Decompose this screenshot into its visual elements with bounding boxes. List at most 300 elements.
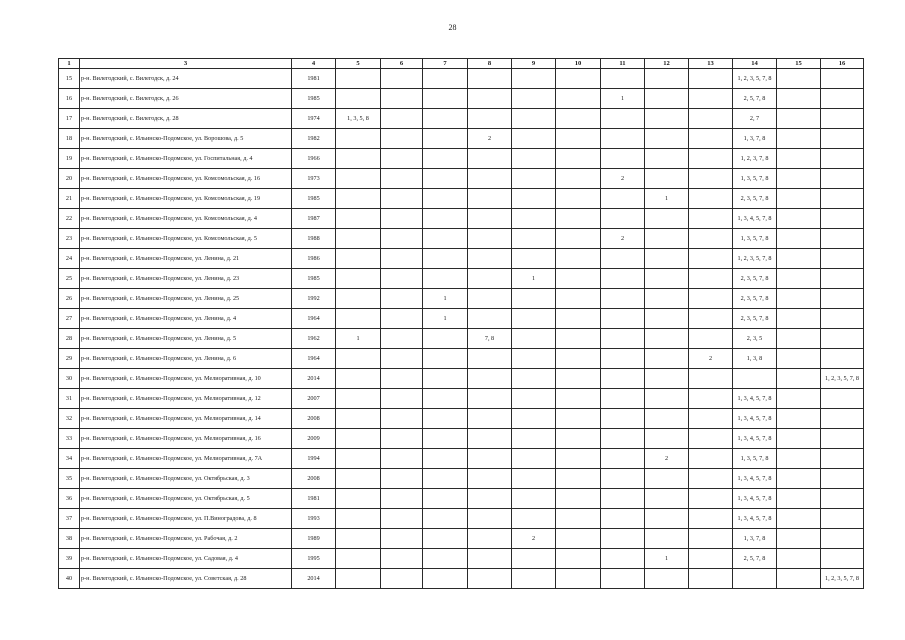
- col-13-cell: [689, 189, 733, 209]
- col-11-cell: [601, 129, 645, 149]
- table-row: [59, 389, 864, 409]
- address-cell: р-н. Вилегодский, с. Ильинско-Подомское, ул. Комсомольская, д. 19: [80, 189, 292, 209]
- col-14-cell: 1, 2, 3, 5, 7, 8: [733, 69, 777, 89]
- address-cell: р-н. Вилегодский, с. Ильинско-Подомское, ул. Комсомольская, д. 16: [80, 169, 292, 189]
- table-row: [59, 189, 864, 209]
- table-body: [59, 69, 864, 589]
- col-11-cell: [601, 509, 645, 529]
- col-9-cell: 2: [512, 529, 556, 549]
- col-14-cell: 1, 2, 3, 5, 7, 8: [733, 249, 777, 269]
- year-cell: 1981: [292, 489, 336, 509]
- address-cell: р-н. Вилегодский, с. Ильинско-Подомское, ул. Октябрьская, д. 5: [80, 489, 292, 509]
- col-14-cell: [733, 369, 777, 389]
- table-row: [59, 409, 864, 429]
- col-10-cell: [556, 529, 601, 549]
- col-12-cell: 1: [645, 189, 689, 209]
- col-14-cell: 1, 3, 8: [733, 349, 777, 369]
- col-9-cell: [512, 309, 556, 329]
- table-row: [59, 449, 864, 469]
- col-15-cell: [777, 429, 821, 449]
- col-16-cell: [821, 269, 864, 289]
- column-header: 15: [777, 59, 821, 69]
- col-9-cell: [512, 329, 556, 349]
- col-6-cell: [381, 69, 423, 89]
- column-header: 10: [556, 59, 601, 69]
- table-row: [59, 469, 864, 489]
- col-7-cell: [423, 149, 468, 169]
- col-8-cell: [468, 409, 512, 429]
- col-12-cell: [645, 269, 689, 289]
- address-cell: р-н. Вилегодский, с. Ильинско-Подомское, ул. Ленина, д. 4: [80, 309, 292, 329]
- row-number-cell: 31: [59, 389, 80, 409]
- col-14-cell: 1, 3, 4, 5, 7, 8: [733, 509, 777, 529]
- col-8-cell: [468, 249, 512, 269]
- col-15-cell: [777, 69, 821, 89]
- year-cell: 2007: [292, 389, 336, 409]
- year-cell: 1993: [292, 509, 336, 529]
- row-number-cell: 36: [59, 489, 80, 509]
- col-13-cell: [689, 249, 733, 269]
- address-cell: р-н. Вилегодский, с. Ильинско-Подомское, ул. Октябрьская, д. 3: [80, 469, 292, 489]
- col-9-cell: [512, 229, 556, 249]
- column-header: 14: [733, 59, 777, 69]
- col-10-cell: [556, 169, 601, 189]
- col-12-cell: [645, 169, 689, 189]
- col-16-cell: [821, 509, 864, 529]
- col-14-cell: 1, 3, 4, 5, 7, 8: [733, 389, 777, 409]
- address-cell: р-н. Вилегодский, с. Ильинско-Подомское, ул. Мелиоративная, д. 7А: [80, 449, 292, 469]
- col-13-cell: [689, 329, 733, 349]
- table-row: [59, 369, 864, 389]
- col-6-cell: [381, 149, 423, 169]
- row-number-cell: 37: [59, 509, 80, 529]
- col-11-cell: [601, 349, 645, 369]
- year-cell: 1974: [292, 109, 336, 129]
- col-7-cell: [423, 449, 468, 469]
- year-cell: 1994: [292, 449, 336, 469]
- col-9-cell: [512, 249, 556, 269]
- col-10-cell: [556, 309, 601, 329]
- col-8-cell: [468, 349, 512, 369]
- col-6-cell: [381, 389, 423, 409]
- col-14-cell: 1, 3, 4, 5, 7, 8: [733, 469, 777, 489]
- col-14-cell: 2, 5, 7, 8: [733, 89, 777, 109]
- col-11-cell: [601, 549, 645, 569]
- col-12-cell: [645, 569, 689, 589]
- address-cell: р-н. Вилегодский, с. Ильинско-Подомское, ул. Ленина, д. 23: [80, 269, 292, 289]
- table-row: [59, 69, 864, 89]
- col-5-cell: [336, 449, 381, 469]
- col-8-cell: [468, 269, 512, 289]
- address-cell: р-н. Вилегодский, с. Ильинско-Подомское, ул. Госпитальная, д. 4: [80, 149, 292, 169]
- year-cell: 1986: [292, 249, 336, 269]
- row-number-cell: 20: [59, 169, 80, 189]
- col-6-cell: [381, 549, 423, 569]
- col-12-cell: [645, 309, 689, 329]
- col-6-cell: [381, 129, 423, 149]
- col-15-cell: [777, 409, 821, 429]
- col-9-cell: [512, 289, 556, 309]
- col-15-cell: [777, 89, 821, 109]
- col-10-cell: [556, 389, 601, 409]
- col-16-cell: [821, 229, 864, 249]
- col-10-cell: [556, 449, 601, 469]
- col-13-cell: [689, 469, 733, 489]
- col-8-cell: [468, 289, 512, 309]
- col-7-cell: [423, 509, 468, 529]
- col-11-cell: 1: [601, 89, 645, 109]
- col-14-cell: 1, 3, 4, 5, 7, 8: [733, 429, 777, 449]
- year-cell: 1989: [292, 529, 336, 549]
- col-9-cell: [512, 429, 556, 449]
- address-cell: р-н. Вилегодский, с. Ильинско-Подомское, ул. Ленина, д. 25: [80, 289, 292, 309]
- address-cell: р-н. Вилегодский, с. Вилегодск, д. 24: [80, 69, 292, 89]
- row-number-cell: 26: [59, 289, 80, 309]
- table-row: [59, 329, 864, 349]
- address-cell: р-н. Вилегодский, с. Ильинско-Подомское, ул. Рабочая, д. 2: [80, 529, 292, 549]
- col-14-cell: 2, 3, 5, 7, 8: [733, 189, 777, 209]
- row-number-cell: 22: [59, 209, 80, 229]
- table-row: [59, 89, 864, 109]
- col-8-cell: [468, 309, 512, 329]
- column-header: 9: [512, 59, 556, 69]
- col-6-cell: [381, 289, 423, 309]
- year-cell: 1985: [292, 269, 336, 289]
- col-10-cell: [556, 569, 601, 589]
- table-row: [59, 109, 864, 129]
- row-number-cell: 25: [59, 269, 80, 289]
- col-5-cell: [336, 169, 381, 189]
- col-5-cell: [336, 269, 381, 289]
- col-9-cell: [512, 369, 556, 389]
- col-15-cell: [777, 309, 821, 329]
- col-11-cell: [601, 189, 645, 209]
- col-15-cell: [777, 469, 821, 489]
- col-14-cell: 1, 3, 4, 5, 7, 8: [733, 409, 777, 429]
- col-6-cell: [381, 329, 423, 349]
- col-7-cell: [423, 349, 468, 369]
- col-10-cell: [556, 149, 601, 169]
- column-header: 5: [336, 59, 381, 69]
- col-15-cell: [777, 389, 821, 409]
- col-8-cell: [468, 109, 512, 129]
- address-cell: р-н. Вилегодский, с. Ильинско-Подомское, ул. Ворошова, д. 5: [80, 129, 292, 149]
- col-7-cell: [423, 429, 468, 449]
- table-row: [59, 429, 864, 449]
- col-14-cell: 1, 3, 5, 7, 8: [733, 229, 777, 249]
- col-6-cell: [381, 209, 423, 229]
- col-14-cell: 2, 3, 5: [733, 329, 777, 349]
- col-11-cell: [601, 489, 645, 509]
- col-14-cell: 2, 3, 5, 7, 8: [733, 269, 777, 289]
- year-cell: 1962: [292, 329, 336, 349]
- table-row: [59, 549, 864, 569]
- col-16-cell: [821, 329, 864, 349]
- col-14-cell: 1, 3, 5, 7, 8: [733, 449, 777, 469]
- col-11-cell: [601, 109, 645, 129]
- col-13-cell: [689, 169, 733, 189]
- col-6-cell: [381, 509, 423, 529]
- col-8-cell: 7, 8: [468, 329, 512, 349]
- col-9-cell: 1: [512, 269, 556, 289]
- table-row: [59, 289, 864, 309]
- col-13-cell: [689, 269, 733, 289]
- col-8-cell: [468, 209, 512, 229]
- table-row: [59, 149, 864, 169]
- col-9-cell: [512, 209, 556, 229]
- col-13-cell: [689, 529, 733, 549]
- col-12-cell: [645, 429, 689, 449]
- col-12-cell: [645, 349, 689, 369]
- col-6-cell: [381, 109, 423, 129]
- col-5-cell: 1, 3, 5, 8: [336, 109, 381, 129]
- address-cell: р-н. Вилегодский, с. Ильинско-Подомское, ул. П.Виноградова, д. 8: [80, 509, 292, 529]
- col-15-cell: [777, 189, 821, 209]
- col-10-cell: [556, 189, 601, 209]
- col-12-cell: [645, 249, 689, 269]
- year-cell: 1987: [292, 209, 336, 229]
- col-15-cell: [777, 349, 821, 369]
- col-16-cell: [821, 489, 864, 509]
- col-9-cell: [512, 169, 556, 189]
- col-10-cell: [556, 229, 601, 249]
- col-10-cell: [556, 69, 601, 89]
- col-8-cell: [468, 389, 512, 409]
- year-cell: 1964: [292, 349, 336, 369]
- year-cell: 2009: [292, 429, 336, 449]
- year-cell: 1985: [292, 189, 336, 209]
- address-cell: р-н. Вилегодский, с. Ильинско-Подомское, ул. Мелиоративная, д. 12: [80, 389, 292, 409]
- year-cell: 2008: [292, 409, 336, 429]
- col-16-cell: [821, 389, 864, 409]
- col-5-cell: [336, 469, 381, 489]
- col-7-cell: 1: [423, 289, 468, 309]
- col-8-cell: [468, 489, 512, 509]
- col-13-cell: [689, 69, 733, 89]
- col-11-cell: [601, 469, 645, 489]
- col-12-cell: [645, 329, 689, 349]
- col-11-cell: [601, 289, 645, 309]
- col-9-cell: [512, 89, 556, 109]
- col-10-cell: [556, 209, 601, 229]
- col-6-cell: [381, 189, 423, 209]
- col-16-cell: [821, 89, 864, 109]
- row-number-cell: 19: [59, 149, 80, 169]
- col-15-cell: [777, 489, 821, 509]
- col-11-cell: [601, 369, 645, 389]
- col-16-cell: 1, 2, 3, 5, 7, 8: [821, 569, 864, 589]
- col-6-cell: [381, 89, 423, 109]
- col-10-cell: [556, 369, 601, 389]
- col-11-cell: [601, 329, 645, 349]
- col-7-cell: [423, 489, 468, 509]
- row-number-cell: 28: [59, 329, 80, 349]
- col-16-cell: [821, 249, 864, 269]
- col-15-cell: [777, 329, 821, 349]
- col-9-cell: [512, 569, 556, 589]
- col-16-cell: [821, 549, 864, 569]
- col-16-cell: [821, 309, 864, 329]
- col-7-cell: [423, 229, 468, 249]
- col-9-cell: [512, 349, 556, 369]
- col-16-cell: 1, 2, 3, 5, 7, 8: [821, 369, 864, 389]
- col-8-cell: [468, 549, 512, 569]
- col-7-cell: [423, 209, 468, 229]
- col-6-cell: [381, 169, 423, 189]
- col-15-cell: [777, 449, 821, 469]
- row-number-cell: 30: [59, 369, 80, 389]
- col-6-cell: [381, 229, 423, 249]
- col-16-cell: [821, 69, 864, 89]
- col-10-cell: [556, 89, 601, 109]
- col-6-cell: [381, 429, 423, 449]
- col-11-cell: [601, 149, 645, 169]
- col-11-cell: [601, 309, 645, 329]
- col-12-cell: [645, 469, 689, 489]
- col-16-cell: [821, 129, 864, 149]
- col-11-cell: 2: [601, 169, 645, 189]
- col-7-cell: [423, 89, 468, 109]
- col-15-cell: [777, 289, 821, 309]
- col-12-cell: [645, 529, 689, 549]
- col-9-cell: [512, 189, 556, 209]
- col-13-cell: [689, 489, 733, 509]
- col-14-cell: 1, 3, 5, 7, 8: [733, 169, 777, 189]
- table-row: [59, 569, 864, 589]
- address-cell: р-н. Вилегодский, с. Ильинско-Подомское, ул. Мелиоративная, д. 10: [80, 369, 292, 389]
- col-10-cell: [556, 329, 601, 349]
- col-10-cell: [556, 509, 601, 529]
- col-13-cell: [689, 409, 733, 429]
- col-8-cell: [468, 429, 512, 449]
- col-12-cell: [645, 489, 689, 509]
- col-7-cell: [423, 529, 468, 549]
- col-8-cell: [468, 69, 512, 89]
- col-15-cell: [777, 169, 821, 189]
- col-10-cell: [556, 349, 601, 369]
- col-12-cell: [645, 389, 689, 409]
- column-header: 12: [645, 59, 689, 69]
- col-16-cell: [821, 449, 864, 469]
- col-8-cell: [468, 149, 512, 169]
- col-10-cell: [556, 429, 601, 449]
- table-header: [59, 59, 864, 69]
- address-cell: р-н. Вилегодский, с. Ильинско-Подомское, ул. Ленина, д. 6: [80, 349, 292, 369]
- col-14-cell: 1, 3, 7, 8: [733, 529, 777, 549]
- col-13-cell: [689, 449, 733, 469]
- table-row: [59, 509, 864, 529]
- col-5-cell: [336, 389, 381, 409]
- col-9-cell: [512, 489, 556, 509]
- col-9-cell: [512, 549, 556, 569]
- table-row: [59, 249, 864, 269]
- col-9-cell: [512, 509, 556, 529]
- col-5-cell: [336, 429, 381, 449]
- col-6-cell: [381, 409, 423, 429]
- col-15-cell: [777, 209, 821, 229]
- col-8-cell: [468, 569, 512, 589]
- col-13-cell: [689, 89, 733, 109]
- year-cell: 1964: [292, 309, 336, 329]
- col-14-cell: 1, 2, 3, 7, 8: [733, 149, 777, 169]
- col-14-cell: 2, 3, 5, 7, 8: [733, 289, 777, 309]
- col-15-cell: [777, 369, 821, 389]
- row-number-cell: 21: [59, 189, 80, 209]
- table-row: [59, 209, 864, 229]
- col-7-cell: 1: [423, 309, 468, 329]
- table-row: [59, 129, 864, 149]
- col-15-cell: [777, 249, 821, 269]
- col-12-cell: [645, 129, 689, 149]
- col-11-cell: [601, 409, 645, 429]
- row-number-cell: 27: [59, 309, 80, 329]
- col-13-cell: [689, 209, 733, 229]
- col-7-cell: [423, 169, 468, 189]
- col-5-cell: [336, 569, 381, 589]
- col-14-cell: 2, 5, 7, 8: [733, 549, 777, 569]
- col-5-cell: [336, 289, 381, 309]
- col-9-cell: [512, 109, 556, 129]
- row-number-cell: 23: [59, 229, 80, 249]
- col-11-cell: [601, 389, 645, 409]
- col-8-cell: [468, 469, 512, 489]
- table-row: [59, 489, 864, 509]
- address-cell: р-н. Вилегодский, с. Ильинско-Подомское, ул. Комсомольская, д. 5: [80, 229, 292, 249]
- col-5-cell: [336, 509, 381, 529]
- col-8-cell: [468, 369, 512, 389]
- col-12-cell: [645, 509, 689, 529]
- year-cell: 1992: [292, 289, 336, 309]
- row-number-cell: 15: [59, 69, 80, 89]
- col-11-cell: [601, 429, 645, 449]
- col-6-cell: [381, 449, 423, 469]
- col-12-cell: [645, 409, 689, 429]
- col-8-cell: [468, 529, 512, 549]
- year-cell: 2008: [292, 469, 336, 489]
- col-16-cell: [821, 149, 864, 169]
- col-7-cell: [423, 389, 468, 409]
- row-number-cell: 32: [59, 409, 80, 429]
- col-9-cell: [512, 409, 556, 429]
- table-row: [59, 169, 864, 189]
- col-7-cell: [423, 269, 468, 289]
- row-number-cell: 39: [59, 549, 80, 569]
- row-number-cell: 38: [59, 529, 80, 549]
- col-13-cell: [689, 289, 733, 309]
- address-cell: р-н. Вилегодский, с. Вилегодск, д. 26: [80, 89, 292, 109]
- col-7-cell: [423, 369, 468, 389]
- col-5-cell: [336, 229, 381, 249]
- col-10-cell: [556, 249, 601, 269]
- col-8-cell: [468, 169, 512, 189]
- column-header: 7: [423, 59, 468, 69]
- col-5-cell: [336, 529, 381, 549]
- col-6-cell: [381, 489, 423, 509]
- col-5-cell: [336, 349, 381, 369]
- row-number-cell: 24: [59, 249, 80, 269]
- col-15-cell: [777, 229, 821, 249]
- row-number-cell: 40: [59, 569, 80, 589]
- row-number-cell: 33: [59, 429, 80, 449]
- col-5-cell: [336, 89, 381, 109]
- col-9-cell: [512, 69, 556, 89]
- col-16-cell: [821, 429, 864, 449]
- col-13-cell: [689, 569, 733, 589]
- col-14-cell: 2, 3, 5, 7, 8: [733, 309, 777, 329]
- col-7-cell: [423, 129, 468, 149]
- col-5-cell: [336, 69, 381, 89]
- col-5-cell: [336, 129, 381, 149]
